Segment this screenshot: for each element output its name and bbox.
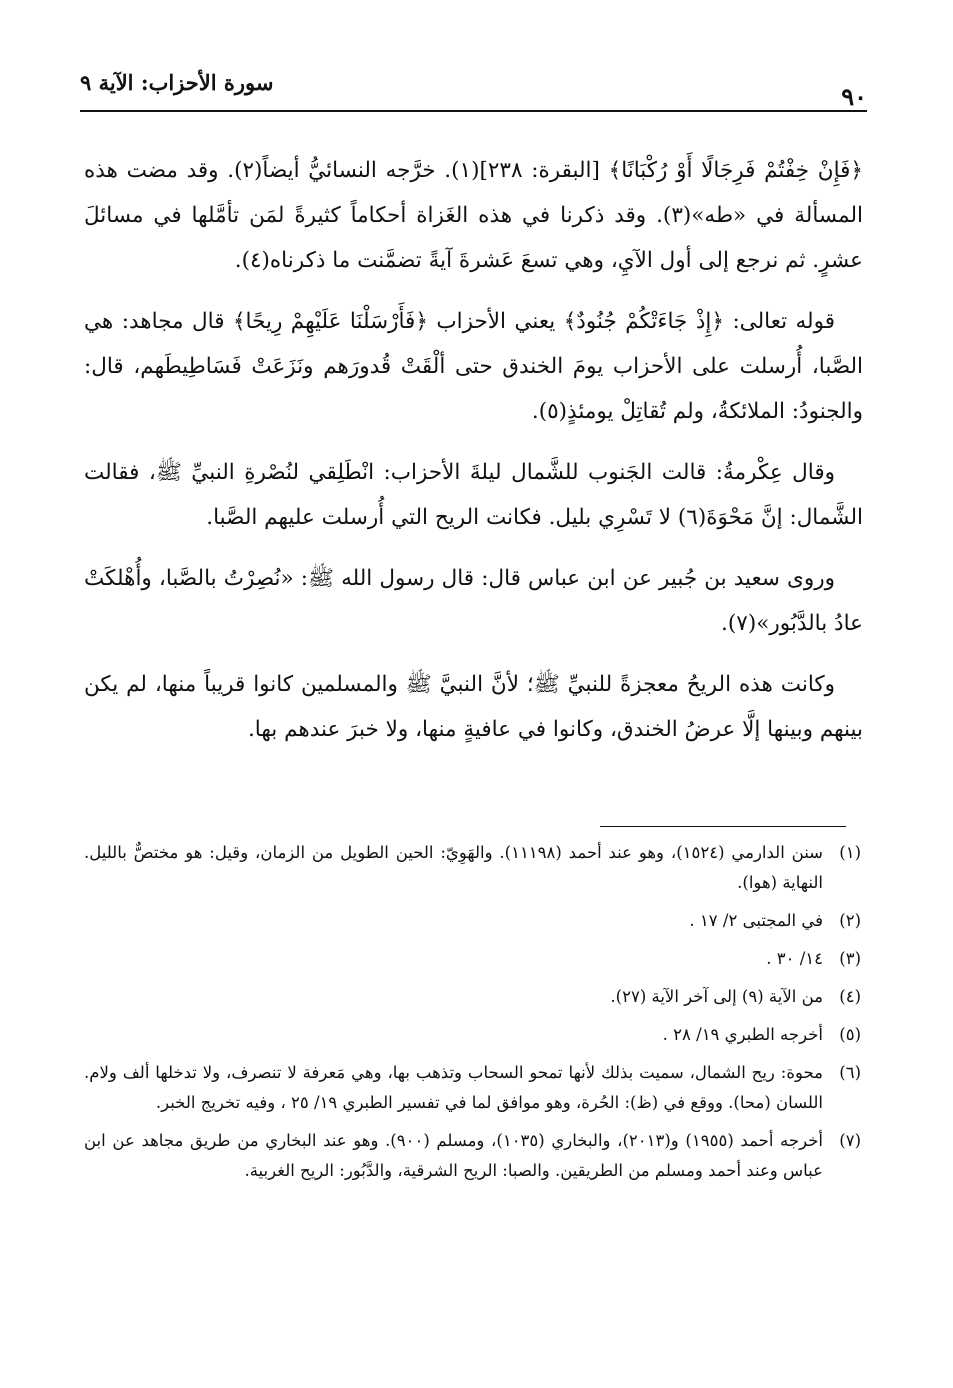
- footnote-text: ١٤/ ٣٠ .: [766, 949, 823, 968]
- footnote: [84, 982, 861, 1012]
- paragraph: وكانت هذه الريحُ معجزةً للنبيِّ ﷺ؛ لأنَّ النبيَّ ﷺ والمسلمين كانوا قريباً منها، لم يكن بينهم وبينها إلَّا عرضُ الخندق، وكانوا في عافيةٍ منها، ولا خبرَ عندهم بها.: [84, 672, 863, 742]
- footnote-number: (٤): [839, 987, 861, 1006]
- footnote-number: (٦): [839, 1063, 861, 1082]
- footnote-number: (٢): [839, 911, 861, 930]
- footnote-number: (٣): [839, 949, 861, 968]
- footnote-number: (٥): [839, 1025, 861, 1044]
- page-header: [80, 62, 867, 111]
- footnotes: [84, 838, 861, 1194]
- footnote-text: محوة: ريح الشمال، سميت بذلك لأنها تمحو السحاب وتذهب بها، وهي مَعرفة لا تنصرف، ولا تدخلها ألف ولام. اللسان (محا). ووقع في (ظ): الحُرة، وهو موافق لما في تفسير الطبري ١٩/ ٢٥ ، وفيه تخريج الخبر.: [84, 1063, 823, 1112]
- paragraph: قوله تعالى: ﴿إِذْ جَاءَتْكُمْ جُنُودٌ﴾ يعني الأحزاب ﴿فَأَرْسَلْنَا عَلَيْهِمْ رِيحًا﴾ قال مجاهد: هي الصَّبا، أُرسلت على الأحزاب يومَ الخندق حتى ألْقَتْ قُدورَهم ونَزَعَتْ فَسَاطِيطَهم، قال: والجنودُ: الملائكةُ، ولم تُقاتِلْ يومئذٍ(٥).: [84, 309, 863, 424]
- footnote-number: (٧): [839, 1131, 861, 1150]
- footnote: [84, 944, 861, 974]
- footnote-text: في المجتبى ٢/ ١٧ .: [689, 911, 823, 930]
- footnote: [84, 1126, 861, 1186]
- footnote-separator: [600, 826, 846, 827]
- page-number: ٩٠: [841, 82, 867, 111]
- footnote-text: أخرجه الطبري ١٩/ ٢٨ .: [662, 1025, 823, 1044]
- running-title: سورة الأحزاب: الآية ٩: [80, 70, 274, 95]
- footnote: [84, 838, 861, 898]
- footnote: [84, 1058, 861, 1118]
- paragraph: ﴿فَإِنْ خِفْتُمْ فَرِجَالًا أَوْ رُكْبَانًا﴾ [البقرة: ٢٣٨](١). خرَّجه النسائيُّ أيضاً(٢). وقد مضت هذه المسألة في «طه»(٣). وقد ذكرنا في هذه الغَزاة أحكاماً كثيرةً لمَن تأمَّلها في مسائلَ عشرٍ. ثم نرجع إلى أول الآيِ، وهي تسعَ عَشرةَ آيةً تضمَّنت ما ذكرناه(٤).: [84, 158, 863, 273]
- footnote-number: (١): [839, 843, 861, 862]
- footnote-text: أخرجه أحمد (١٩٥٥) و(٢٠١٣)، والبخاري (١٠٣٥)، ومسلم (٩٠٠). وهو عند البخاري من طريق مجاهد عن ابن عباس وعند أحمد ومسلم من الطريقين. والصبا: الريح الشرقية، والدَّبُور: الريح الغربية.: [84, 1131, 823, 1180]
- paragraph: وقال عِكْرمةُ: قالت الجَنوب للشَّمال ليلةَ الأحزاب: انْطَلِقي لنُصْرةِ النبيِّ ﷺ، فقالت الشَّمال: إنَّ مَحْوَةَ(٦) لا تَسْرِي بليل. فكانت الريح التي أُرسلت عليهم الصَّبا.: [84, 460, 863, 530]
- footnote-text: سنن الدارمي (١٥٢٤)، وهو عند أحمد (١١١٩٨). والهَوِيّ: الحين الطويل من الزمان، وقيل: هو مختصٌّ بالليل. النهاية (هوا).: [84, 843, 823, 892]
- main-text: [84, 148, 863, 768]
- footnote: [84, 1020, 861, 1050]
- footnote-text: من الآية (٩) إلى آخر الآية (٢٧).: [610, 987, 823, 1006]
- header-rule: [80, 110, 867, 112]
- paragraph: وروى سعيد بن جُبير عن ابن عباس قال: قال رسول الله ﷺ: «نُصِرْتُ بالصَّبا، وأُهْلكَتْ عادُ بالدَّبُور»(٧).: [84, 566, 863, 636]
- footnote: [84, 906, 861, 936]
